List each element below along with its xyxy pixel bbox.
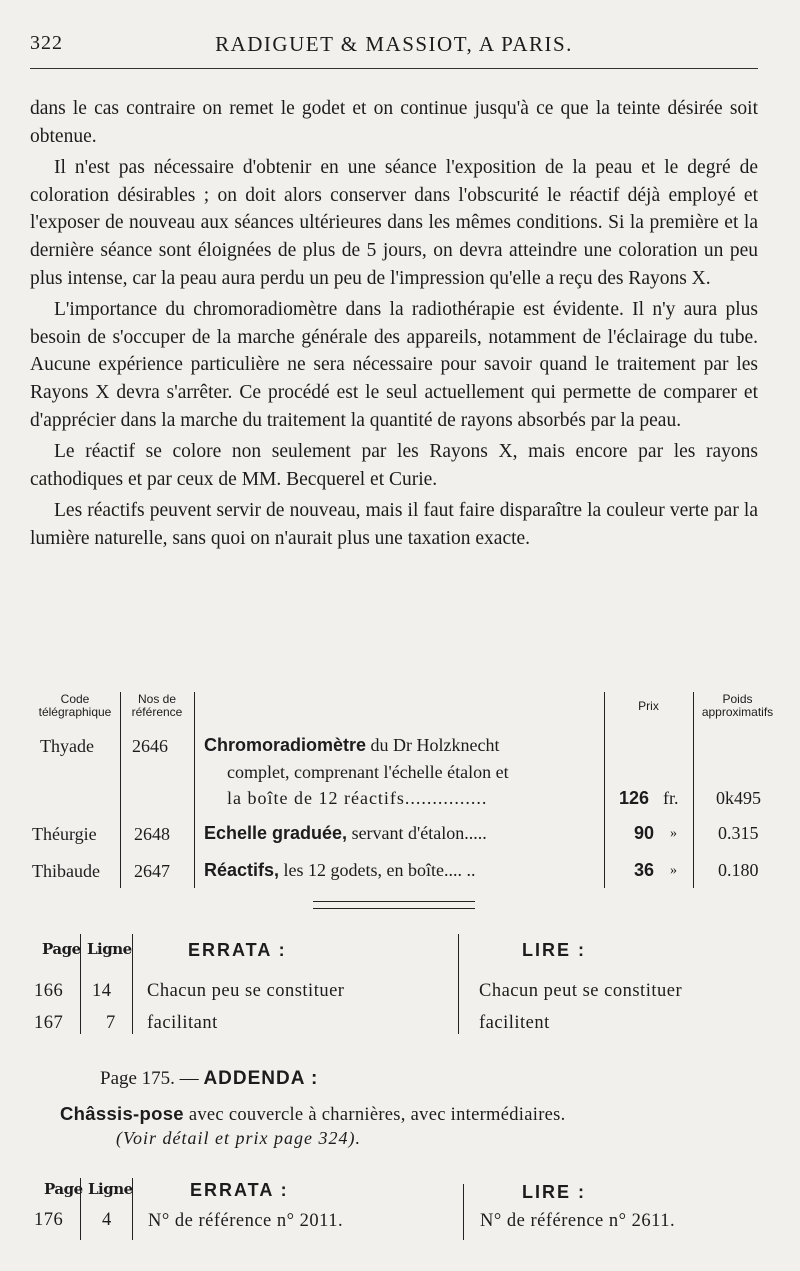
price-unit: » (670, 826, 677, 841)
errata-text: facilitant (147, 1013, 218, 1033)
price-table (30, 690, 782, 890)
price-unit: » (670, 863, 677, 878)
errata-label: ERRATA : (188, 940, 287, 960)
paragraph: Les réactifs peuvent servir de nouveau, mais il faut faire disparaître la couleur verte par la lumière naturelle, sans quoi on n'aurait plus une taxation exacte. (30, 500, 758, 549)
lire-text: N° de référence n° 2611. (480, 1211, 676, 1231)
column-divider (132, 934, 133, 1034)
errata-table (30, 932, 770, 1038)
errata-text: N° de référence n° 2011. (148, 1211, 344, 1231)
errata-ligne: 14 (92, 981, 112, 1001)
addenda-page-ref: Page 175. — (100, 1068, 204, 1089)
weight-value: 0.315 (718, 823, 759, 843)
column-divider (463, 1184, 464, 1240)
addenda-item-name: Châssis-pose (60, 1103, 184, 1124)
ref-cell: 2647 (134, 861, 170, 881)
header-ref (120, 693, 194, 719)
lire-text: Chacun peut se constituer (479, 981, 683, 1001)
ref-cell: 2646 (132, 736, 168, 756)
errata-table (30, 1176, 770, 1244)
paragraph: Le réactif se colore non seulement par les Rayons X, mais encore par les rayons cathodiques et par ceux de MM. Becquerel et Curie. (30, 441, 758, 490)
errata-page: 176 (34, 1210, 64, 1230)
header-code-line1: Code (60, 692, 90, 706)
body-text (30, 95, 758, 557)
desc-line: la boîte de 12 réactifs............... (227, 788, 488, 808)
addenda-see-also: (Voir détail et prix page 324). (116, 1128, 361, 1148)
header-weight-line2: approximatifs (701, 705, 774, 719)
column-divider (194, 692, 195, 888)
header-ref-line1: Nos de (137, 692, 177, 706)
desc-text: les 12 godets, en boîte.... .. (279, 860, 476, 880)
col-ligne-label: Ligne (87, 940, 132, 958)
weight-value: 0k495 (716, 788, 761, 808)
weight-value: 0.180 (718, 860, 759, 880)
lire-label: LIRE : (522, 940, 586, 960)
errata-ligne: 7 (106, 1013, 116, 1033)
page-header (30, 32, 758, 62)
price-value: 126 (619, 788, 650, 808)
price-value: 36 (634, 860, 655, 880)
code-cell: Thyade (40, 736, 94, 756)
col-page-label: Page (42, 940, 81, 958)
header-code (30, 693, 120, 719)
errata-text: Chacun peu se constituer (147, 981, 345, 1001)
paragraph: L'importance du chromoradiomètre dans la radiothérapie est évidente. Il n'y aura plus besoin de s'occuper de la marche générale des appareils, notamment de l'éclairage du tube. Aucune expérience particulière ne sera nécessaire pour savoir quand le traitement par les Rayons X devra s'arrêter. Ce procédé est le seul actuellement qui permette de comparer et d'apprécier dans la marche du traitement la quantité de rayons absorbés par la peau. (30, 299, 758, 431)
column-divider (120, 692, 121, 888)
product-name: Réactifs, (204, 860, 280, 880)
desc-line: complet, comprenant l'échelle étalon et (227, 762, 509, 782)
header-weight (693, 693, 782, 719)
addenda-item (60, 1103, 566, 1126)
col-ligne-label: Ligne (88, 1180, 133, 1198)
header-ref-line2: référence (131, 705, 183, 719)
price-unit: fr. (663, 788, 679, 808)
paragraph: dans le cas contraire on remet le godet et on continue jusqu'à ce que la teinte désirée soit obtenue. (30, 98, 758, 147)
ref-cell: 2648 (134, 824, 170, 844)
desc-line (204, 823, 487, 844)
paragraph: Il n'est pas nécessaire d'obtenir en une séance l'exposition de la peau et le degré de coloration désirables ; on doit alors conserver dans l'obscurité le réactif déjà employé et l'exposer de nouveau aux séances ultérieures dans les mêmes conditions. Si la première et la dernière séance sont éloignées de plus de 5 jours, on devra atteindre une coloration un peu plus intense, car la peau aura perdu un peu de l'impression qu'elle a reçu des Rayons X. (30, 157, 758, 289)
addenda-line (100, 1068, 318, 1090)
col-page-label: Page (44, 1180, 83, 1198)
page-number: 322 (30, 32, 63, 54)
header-weight-line1: Poids (722, 692, 753, 706)
errata-label: ERRATA : (190, 1180, 289, 1200)
column-divider (458, 934, 459, 1034)
addenda-label: ADDENDA : (203, 1068, 319, 1089)
errata-page: 167 (34, 1013, 64, 1033)
product-name: Echelle graduée, (204, 823, 348, 843)
running-head: RADIGUET & MASSIOT, A PARIS. (215, 32, 573, 56)
column-divider (604, 692, 605, 888)
price-value: 90 (634, 823, 655, 843)
product-name: Chromoradiomètre (204, 735, 367, 755)
errata-page: 166 (34, 981, 64, 1001)
desc-text: du Dr Holzknecht (366, 735, 500, 755)
desc-line (204, 735, 500, 756)
desc-text: servant d'étalon..... (347, 823, 487, 843)
code-cell: Thibaude (32, 861, 100, 881)
header-code-line2: télégraphique (38, 705, 112, 719)
column-divider (693, 692, 694, 888)
errata-ligne: 4 (102, 1210, 112, 1230)
lire-label: LIRE : (522, 1182, 586, 1202)
desc-line (204, 860, 476, 881)
code-cell: Théurgie (32, 824, 97, 844)
lire-text: facilitent (479, 1013, 550, 1033)
header-price: Prix (638, 699, 659, 713)
section-divider (313, 901, 475, 909)
header-rule (30, 68, 758, 69)
addenda-item-desc: avec couvercle à charnières, avec intermédiaires. (183, 1105, 566, 1125)
